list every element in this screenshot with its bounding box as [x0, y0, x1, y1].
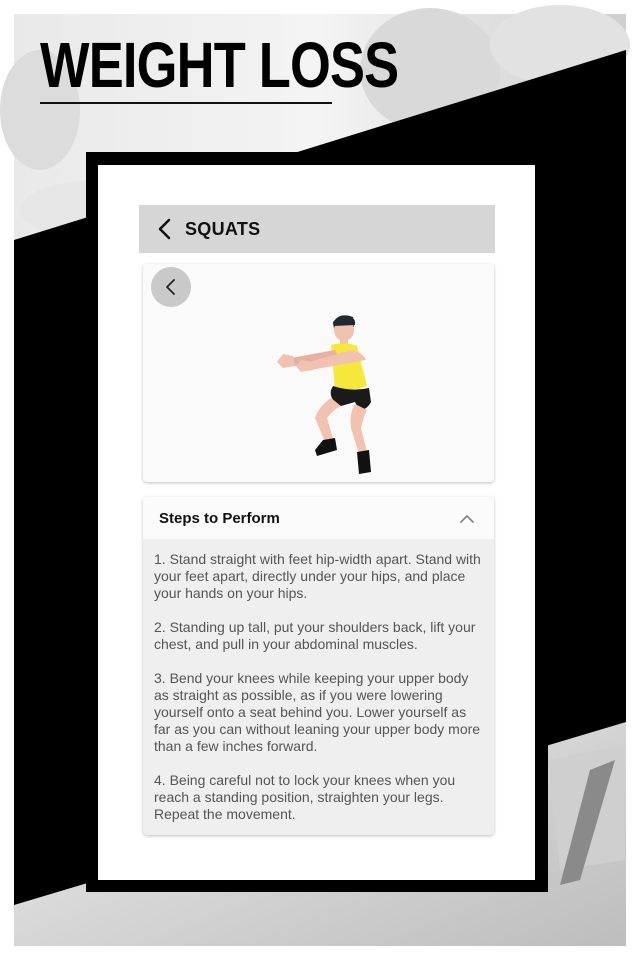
app-bar [139, 205, 495, 253]
title-underline [40, 102, 332, 104]
chevron-left-icon [157, 218, 173, 240]
step-item: 1. Stand straight with feet hip-width apart. Stand with your feet apart, directly under your hips, and place your hands on your hips. [154, 551, 481, 601]
back-button[interactable] [147, 205, 183, 253]
image-back-button[interactable] [151, 267, 191, 307]
chevron-left-icon [165, 278, 177, 296]
steps-card [143, 497, 494, 835]
exercise-image-card [143, 264, 494, 482]
squat-illustration [271, 310, 391, 480]
steps-list [143, 539, 494, 823]
page-title: SQUATS [185, 218, 261, 239]
poster-title: WEIGHT LOSS [40, 29, 399, 101]
step-item: 3. Bend your knees while keeping your upper body as straight as possible, as if you were lowering yourself onto a seat behind you. Lower yourself as far as you can without leaning your upper body more than a few inches forward. [154, 670, 481, 754]
chevron-up-icon[interactable] [460, 514, 474, 523]
steps-header-label: Steps to Perform [159, 509, 280, 527]
steps-header[interactable] [143, 497, 494, 539]
step-item: 4. Being careful not to lock your knees when you reach a standing position, straighten your legs. Repeat the movement. [154, 772, 456, 822]
step-item: 2. Standing up tall, put your shoulders back, lift your chest, and pull in your abdominal muscles. [154, 619, 476, 652]
